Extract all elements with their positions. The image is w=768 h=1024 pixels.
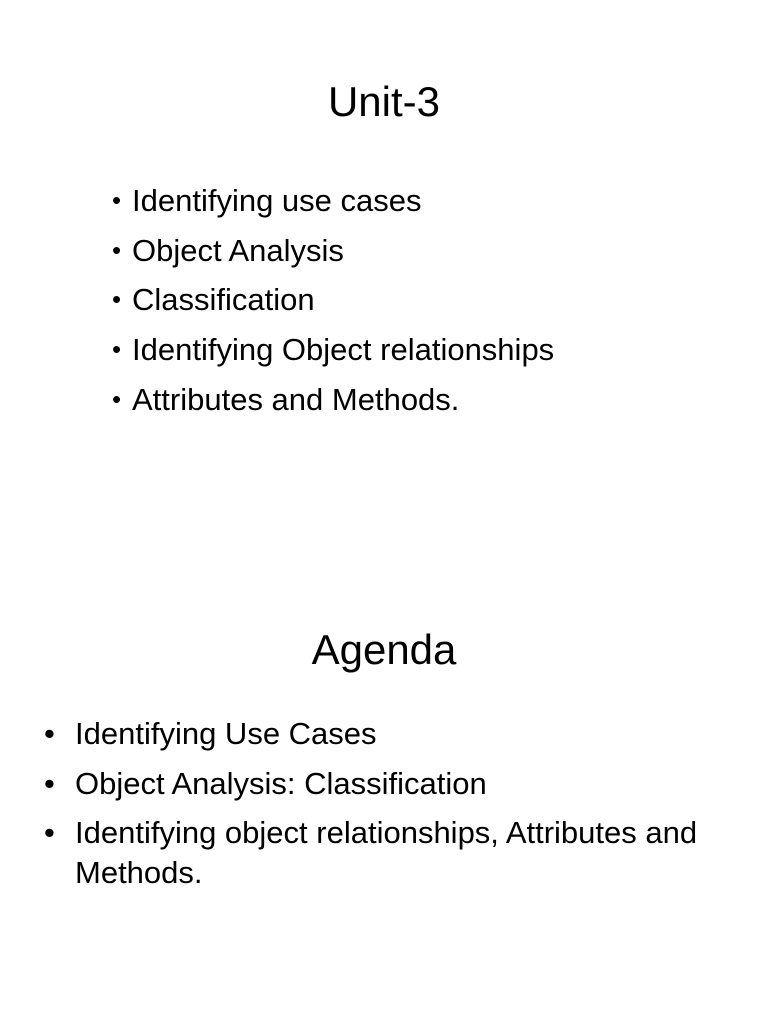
list-item bbox=[40, 813, 730, 893]
list-item bbox=[112, 275, 732, 325]
list-item-text: Classification bbox=[132, 282, 315, 318]
bullet-list bbox=[40, 714, 730, 903]
list-item-text: Object Analysis bbox=[132, 232, 344, 268]
list-item-text: Identifying Use Cases bbox=[75, 716, 377, 751]
bullet-icon: • bbox=[44, 815, 55, 850]
list-item-text: Object Analysis: Classification bbox=[75, 765, 487, 801]
bullet-list bbox=[112, 176, 732, 425]
slide-title: Agenda bbox=[311, 626, 457, 673]
list-item-text: Identifying Object relationships bbox=[132, 332, 555, 368]
list-item bbox=[112, 226, 732, 276]
list-item bbox=[40, 764, 730, 804]
bullet-icon: • bbox=[112, 284, 122, 315]
list-item-text: Identifying object relationships, Attributes and Methods. bbox=[75, 815, 698, 890]
bullet-icon: • bbox=[44, 716, 55, 751]
list-item bbox=[40, 714, 730, 754]
bullet-icon: • bbox=[44, 765, 55, 801]
slide-title: Unit-3 bbox=[327, 78, 441, 125]
list-item bbox=[112, 176, 732, 226]
bullet-icon: • bbox=[112, 234, 122, 265]
bullet-icon: • bbox=[112, 383, 122, 414]
list-item-text: Identifying use cases bbox=[132, 183, 422, 218]
list-item bbox=[112, 375, 732, 425]
list-item-text: Attributes and Methods. bbox=[132, 381, 460, 417]
bullet-icon: • bbox=[112, 185, 122, 215]
list-item bbox=[112, 325, 732, 375]
slide-agenda bbox=[0, 580, 768, 1024]
bullet-icon: • bbox=[112, 334, 122, 365]
